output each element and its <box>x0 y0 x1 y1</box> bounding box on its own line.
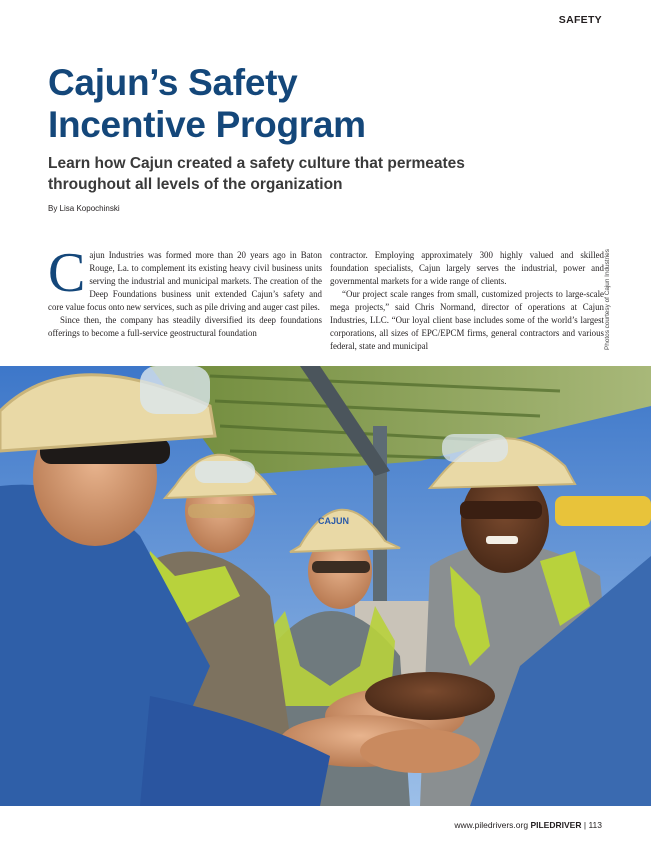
yellow-machine <box>555 496 651 526</box>
paragraph: “Our project scale ranges from small, customized projects to large-scale mega projects,” said Chris Normand, director of operations at Cajun Industries, LLC. “Our loyal client base includes some of the world’s largest corporations, all sizes of EPC/EPCM firms, general contractors and various federal, state and municipal <box>330 289 604 351</box>
goggles <box>140 366 210 414</box>
page-number: 113 <box>588 820 602 830</box>
safety-glasses <box>188 504 254 518</box>
byline: By Lisa Kopochinski <box>48 204 120 213</box>
goggles <box>195 461 255 483</box>
hardhat-logo: CAJUN <box>318 516 350 526</box>
sunglasses <box>312 561 370 573</box>
title-line-1: Cajun’s Safety <box>48 62 298 103</box>
goggles <box>442 434 508 462</box>
footer-url: www.piledrivers.org <box>454 820 529 830</box>
paragraph <box>48 242 322 314</box>
photo-credit: Photos courtesy of Cajun Industries <box>604 249 611 350</box>
paragraph: contractor. Employing approximately 300 highly valued and skilled foundation specialists, Cajun largely serves the industrial, power and governmental markets for a wide range of clients. <box>330 250 604 286</box>
paragraph-text: ajun Industries was formed more than 20 years ago in Baton Rouge, La. to complement its existing heavy civil business units serving the industrial and municipal markets. The creation of the Deep Foundations business unit extended Cajun’s safety and core value focus onto new services, such as pile driving and auger cast piles. <box>48 250 322 312</box>
footer-separator: | <box>583 820 587 830</box>
hand <box>365 672 495 720</box>
body-column-right <box>330 249 604 353</box>
hand <box>360 729 480 773</box>
body-column-left <box>48 242 322 340</box>
deck-line-1: Learn how Cajun created a safety culture that permeates <box>48 155 465 172</box>
sunglasses <box>460 501 542 519</box>
article-title <box>48 62 366 146</box>
article-photo <box>0 366 651 806</box>
deck-line-2: throughout all levels of the organization <box>48 176 343 193</box>
article-deck <box>48 153 488 195</box>
drop-cap: C <box>48 242 86 304</box>
workers-huddle-photo <box>0 366 651 806</box>
smile <box>486 536 518 544</box>
paragraph: Since then, the company has steadily diversified its deep foundations offerings to become a full-service geostructural foundation <box>48 315 322 338</box>
title-line-2: Incentive Program <box>48 104 366 145</box>
section-tag: SAFETY <box>558 14 602 26</box>
footer-magazine: PILEDRIVER <box>530 820 582 830</box>
page-footer <box>454 820 602 830</box>
